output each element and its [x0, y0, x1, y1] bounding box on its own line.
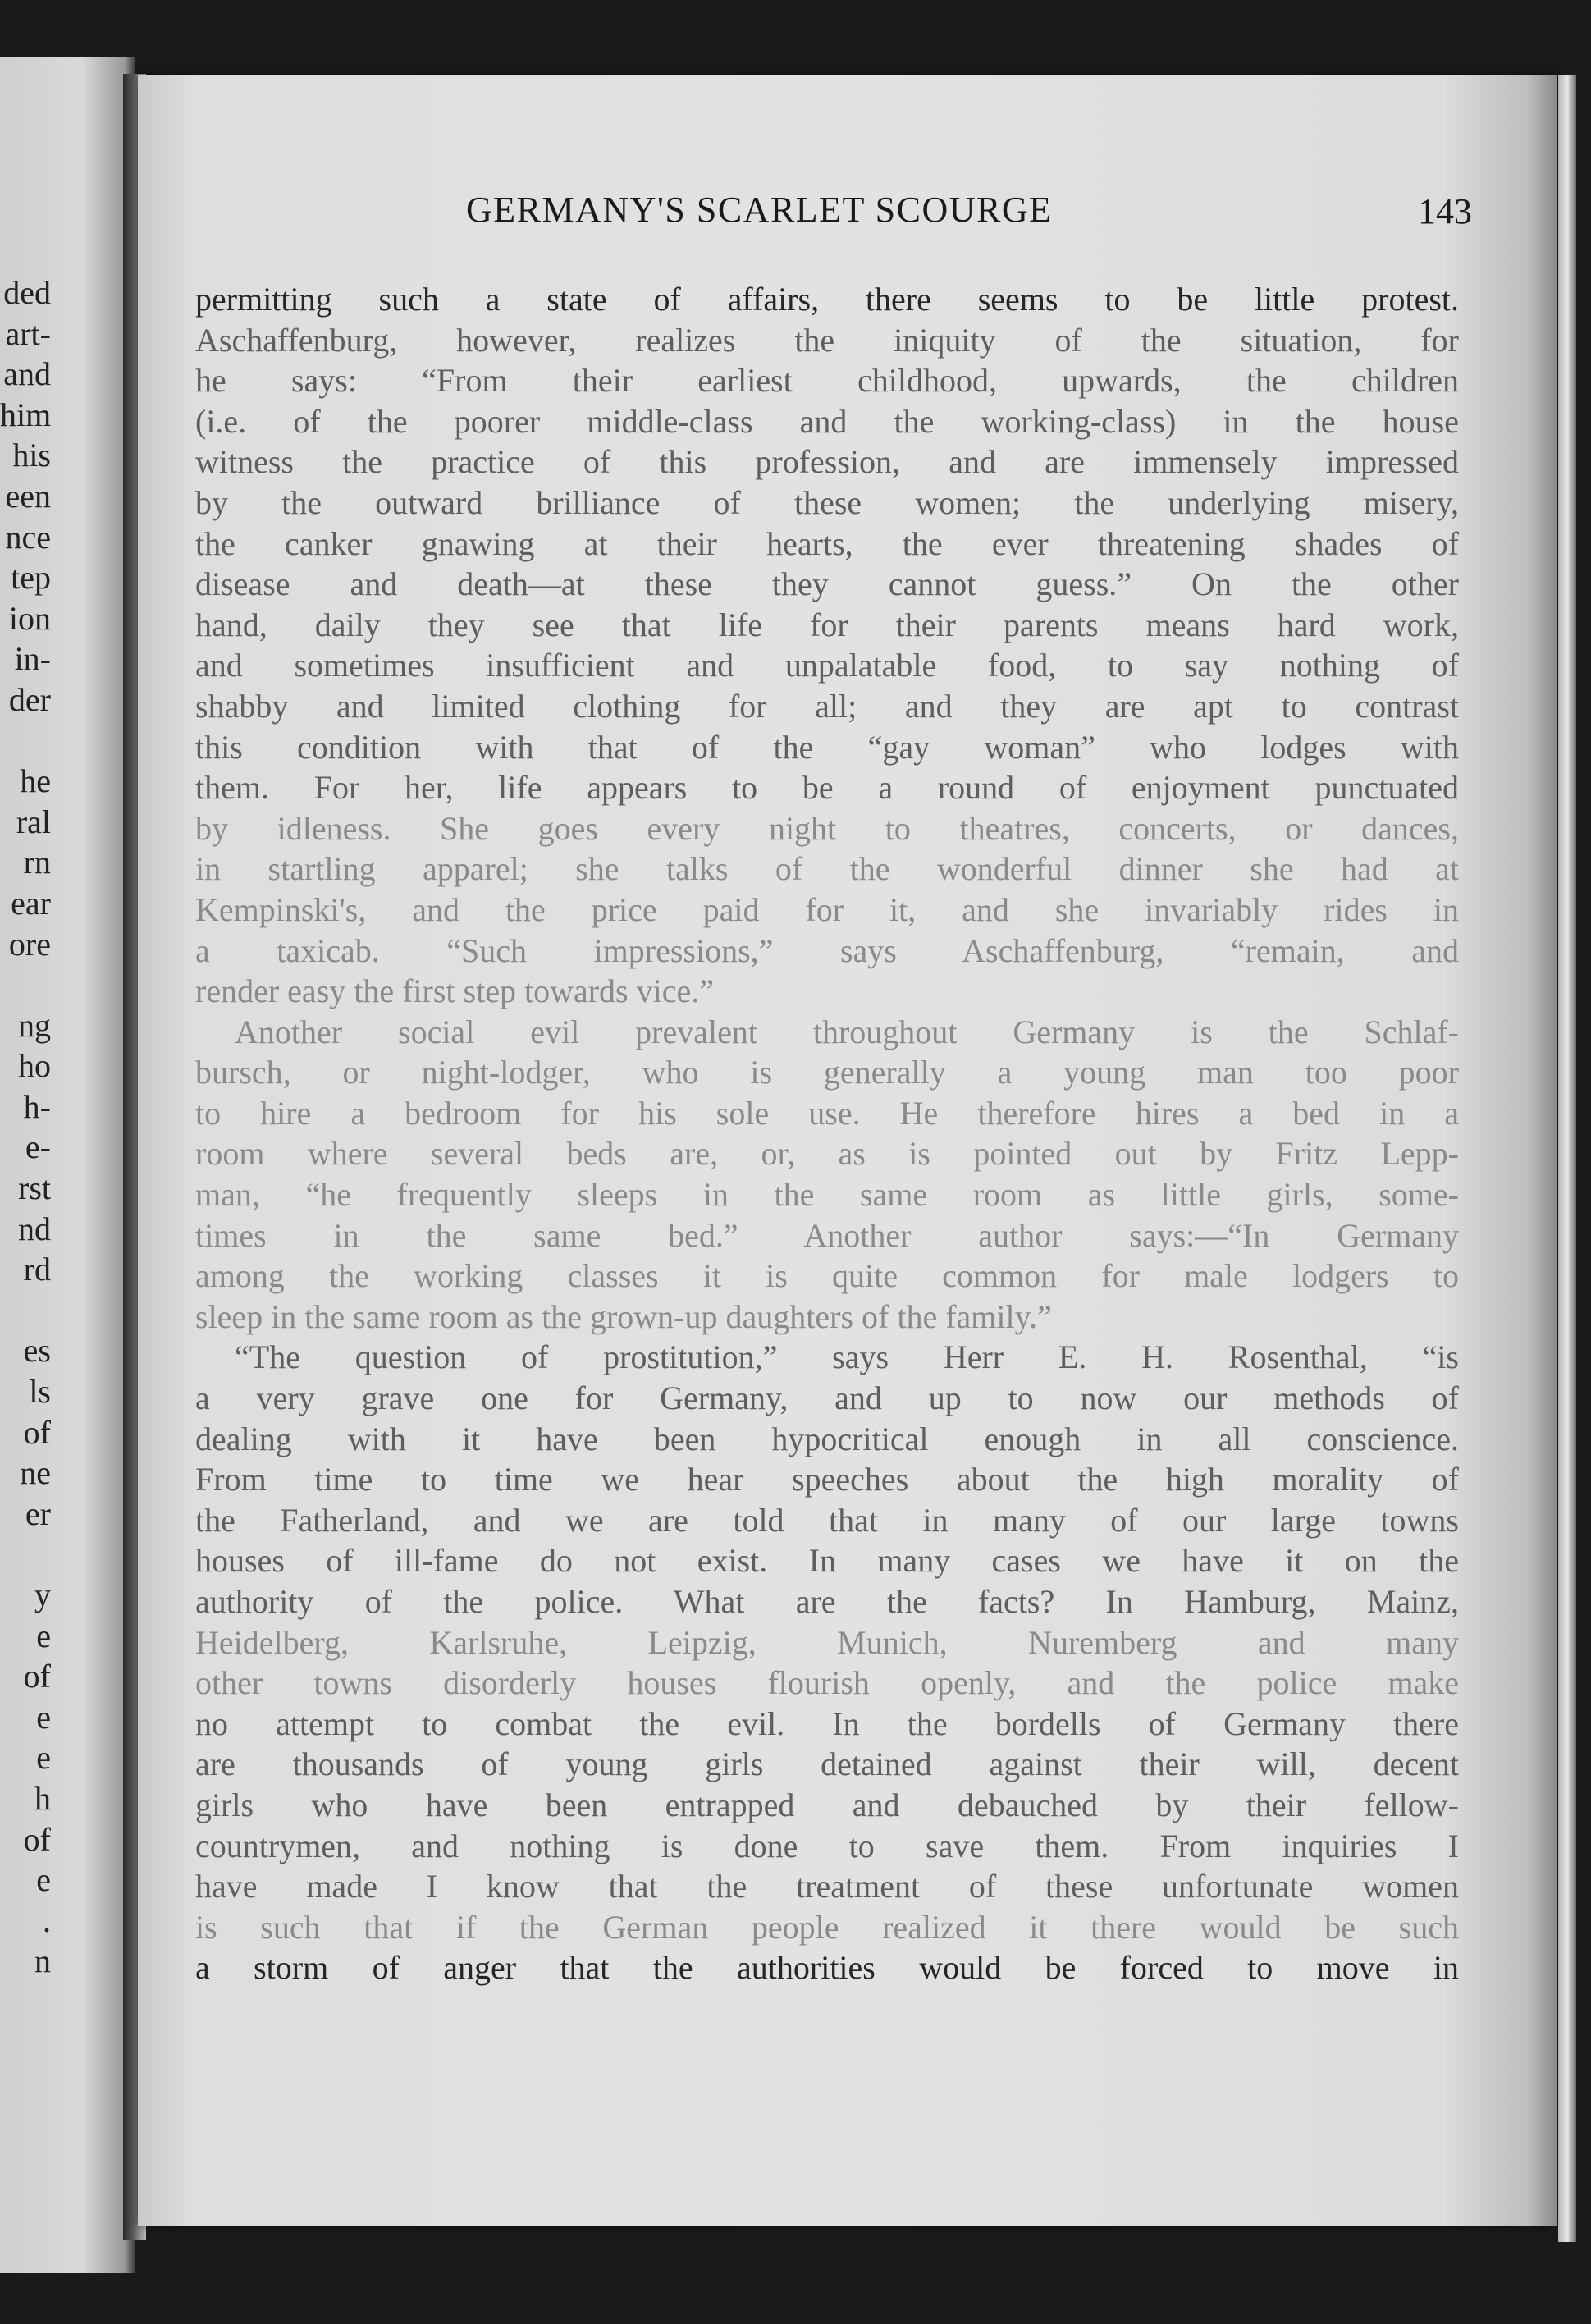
- facing-page-fragment: [0, 57, 135, 2273]
- facing-page-line: e: [36, 1739, 51, 1777]
- text-line: among the working classes it is quite common for male lodgers to: [195, 1257, 1459, 1295]
- text-line: to hire a bedroom for his sole use. He therefore hires a bed in a: [195, 1094, 1459, 1132]
- facing-page-line: rst: [18, 1169, 51, 1207]
- text-line: other towns disorderly houses flourish openly, and the police make: [195, 1664, 1459, 1702]
- text-line: render easy the first step towards vice.”: [195, 972, 714, 1010]
- facing-page-line: art-: [5, 314, 51, 352]
- facing-page-line: nce: [5, 518, 51, 556]
- facing-page-line: ded: [3, 274, 51, 311]
- text-line: this condition with that of the “gay woman” who lodges with: [195, 728, 1459, 766]
- text-line: hand, daily they see that life for their parents means hard work,: [195, 606, 1459, 643]
- text-line: (i.e. of the poorer middle-class and the working-class) in the house: [195, 402, 1459, 440]
- facing-page-line: e: [36, 1861, 51, 1899]
- text-line: Heidelberg, Karlsruhe, Leipzig, Munich, Nuremberg and many: [195, 1623, 1459, 1661]
- facing-page-line: er: [25, 1494, 51, 1532]
- text-line: have made I know that the treatment of these unfortunate women: [195, 1868, 1459, 1905]
- text-line: dealing with it have been hypocritical enough in all conscience.: [195, 1420, 1459, 1457]
- facing-page-line: [0, 964, 51, 1005]
- facing-page-line: of: [23, 1658, 51, 1695]
- facing-page-line: een: [5, 477, 51, 515]
- text-line: them. For her, life appears to be a round of enjoyment punctuated: [195, 769, 1459, 807]
- facing-page-line: y: [34, 1576, 51, 1613]
- text-line: bursch, or night-lodger, who is generally a young man too poor: [195, 1054, 1459, 1091]
- page-edge: [1558, 75, 1576, 2242]
- facing-page-line: e: [36, 1617, 51, 1654]
- facing-page-line: rn: [23, 844, 51, 881]
- running-head: GERMANY'S SCARLET SCOURGE: [466, 190, 1053, 230]
- facing-page-line: rd: [23, 1251, 51, 1288]
- text-line: disease and death—at these they cannot guess.” On the other: [195, 565, 1459, 603]
- facing-page-line: [0, 1534, 51, 1575]
- text-line: man, “he frequently sleeps in the same room as little girls, some-: [195, 1176, 1459, 1214]
- text-line: in startling apparel; she talks of the wonderful dinner she had at: [195, 850, 1459, 888]
- text-line: sleep in the same room as the grown-up daughters of the family.”: [195, 1297, 1052, 1335]
- text-line: no attempt to combat the evil. In the bordells of Germany there: [195, 1704, 1459, 1742]
- facing-page-line: he: [20, 762, 51, 800]
- text-line: From time to time we hear speeches about the high morality of: [195, 1461, 1459, 1498]
- facing-page-line: ion: [8, 599, 51, 637]
- facing-page-line: tep: [11, 559, 51, 597]
- text-line: by idleness. She goes every night to theatres, concerts, or dances,: [195, 809, 1459, 847]
- facing-page-line: ne: [20, 1454, 51, 1492]
- facing-page-line: ear: [11, 884, 51, 922]
- text-line: shabby and limited clothing for all; and they are apt to contrast: [195, 687, 1459, 725]
- text-line: Another social evil prevalent throughout Germany is the Schlaf-: [235, 1013, 1459, 1050]
- facing-page-line: ore: [8, 925, 51, 963]
- text-line: permitting such a state of affairs, there seems to be little protest.: [195, 281, 1459, 318]
- facing-page-line: and: [3, 355, 51, 393]
- text-line: houses of ill-fame do not exist. In many cases we have it on the: [195, 1542, 1459, 1580]
- text-line: countrymen, and nothing is done to save them. From inquiries I: [195, 1827, 1459, 1864]
- text-line: and sometimes insufficient and unpalatable food, to say nothing of: [195, 647, 1459, 684]
- facing-page-line: e-: [25, 1128, 51, 1166]
- text-line: times in the same bed.” Another author says:—“In Germany: [195, 1216, 1459, 1254]
- facing-page-line: ho: [18, 1047, 51, 1085]
- facing-page-line: ral: [16, 803, 51, 840]
- text-line: room where several beds are, or, as is pointed out by Fritz Lepp-: [195, 1135, 1459, 1173]
- facing-page-line: es: [23, 1332, 51, 1370]
- text-line: Kempinski's, and the price paid for it, and she invariably rides in: [195, 890, 1459, 928]
- book-page: [138, 75, 1557, 2226]
- text-line: girls who have been entrapped and debauched by their fellow-: [195, 1786, 1459, 1823]
- body-text: [195, 279, 1459, 1988]
- text-line: “The question of prostitution,” says Herr E. H. Rosenthal, “is: [235, 1338, 1459, 1376]
- text-line: he says: “From their earliest childhood, upwards, the children: [195, 362, 1459, 400]
- text-line: the Fatherland, and we are told that in many of our large towns: [195, 1501, 1459, 1539]
- text-line: a taxicab. “Such impressions,” says Aschaffenburg, “remain, and: [195, 931, 1459, 969]
- facing-page-line: e: [36, 1698, 51, 1736]
- facing-page-line: [0, 721, 51, 762]
- text-line: witness the practice of this profession, and are immensely impressed: [195, 443, 1459, 481]
- facing-page-line: h-: [23, 1087, 51, 1125]
- text-line: by the outward brilliance of these women; the underlying misery,: [195, 483, 1459, 521]
- facing-page-line: n: [34, 1942, 51, 1980]
- facing-page-line: .: [43, 1901, 51, 1939]
- text-line: the canker gnawing at their hearts, the ever threatening shades of: [195, 524, 1459, 562]
- facing-page-line: der: [8, 680, 51, 718]
- text-line: Aschaffenburg, however, realizes the iniquity of the situation, for: [195, 321, 1459, 359]
- text-line: authority of the police. What are the facts? In Hamburg, Mainz,: [195, 1583, 1459, 1620]
- page-number: 143: [1418, 191, 1472, 231]
- facing-page-line: of: [23, 1820, 51, 1858]
- facing-page-line: h: [34, 1779, 51, 1817]
- text-line: is such that if the German people realized it there would be such: [195, 1908, 1459, 1946]
- text-line: a very grave one for Germany, and up to now our methods of: [195, 1379, 1459, 1417]
- facing-page-line: him: [0, 396, 51, 433]
- facing-page-line: ls: [29, 1373, 51, 1411]
- facing-page-line: his: [12, 437, 51, 474]
- facing-page-line: in-: [14, 640, 51, 678]
- facing-page-line: of: [23, 1413, 51, 1451]
- facing-page-line-ends: [0, 272, 51, 1982]
- facing-page-line: ng: [18, 1006, 51, 1044]
- text-line: a storm of anger that the authorities would be forced to move in: [195, 1949, 1459, 1987]
- text-line: are thousands of young girls detained against their will, decent: [195, 1745, 1459, 1783]
- facing-page-line: [0, 1290, 51, 1331]
- facing-page-line: nd: [18, 1210, 51, 1247]
